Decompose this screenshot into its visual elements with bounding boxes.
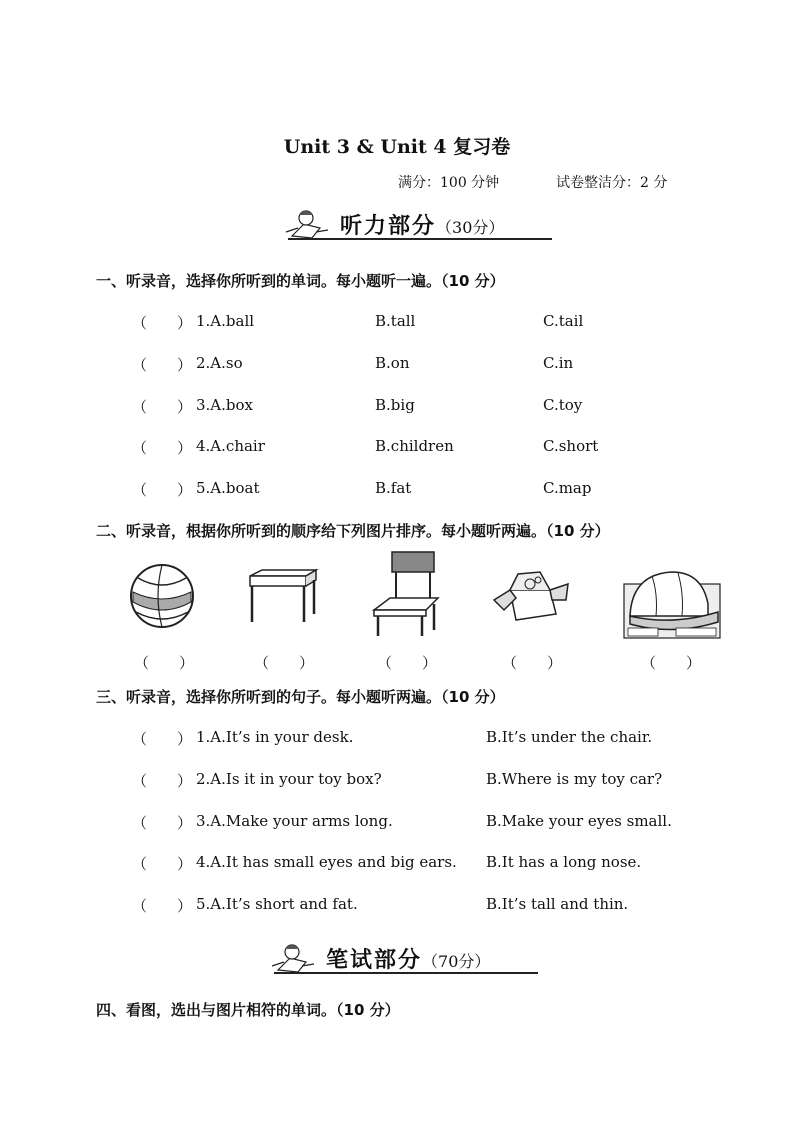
option-c: C.tail xyxy=(543,312,584,330)
answer-blank[interactable]: （ ） xyxy=(132,481,193,499)
answer-blank[interactable]: （ ） xyxy=(132,439,193,457)
option-c: C.toy xyxy=(543,396,583,414)
sentence-option-b: B.It has a long nose. xyxy=(486,853,642,871)
sentence-option-b: B.Make your eyes small. xyxy=(486,812,672,830)
sentence-option-a: 1.A.It’s in your desk. xyxy=(196,728,354,746)
neatness-score-label: 试卷整洁分：2 分 xyxy=(556,175,668,191)
answer-blank[interactable]: （ ） xyxy=(132,356,193,374)
ball-icon xyxy=(128,562,196,630)
writing-score: （70分） xyxy=(422,952,491,971)
option-a: 1.A.ball xyxy=(196,312,255,330)
option-a: 4.A.chair xyxy=(196,437,265,455)
desk-icon xyxy=(246,568,320,626)
sentence-option-a: 4.A.It has small eyes and big ears. xyxy=(196,853,457,871)
answer-blank[interactable]: （ ） xyxy=(132,398,193,416)
cap-icon xyxy=(622,564,722,640)
toy-box-icon xyxy=(490,570,572,626)
listening-score: （30分） xyxy=(436,218,505,237)
picture-answer-blank[interactable]: （ ） xyxy=(502,654,563,672)
answer-blank[interactable]: （ ） xyxy=(132,897,193,915)
picture-answer-blank[interactable]: （ ） xyxy=(377,654,438,672)
sentence-option-b: B.Where is my toy car? xyxy=(486,770,663,788)
chair-icon xyxy=(370,550,442,638)
option-a: 5.A.boat xyxy=(196,479,260,497)
listening-label: 听力部分 xyxy=(340,214,437,239)
child-mascot-icon xyxy=(282,206,332,242)
option-b: B.tall xyxy=(375,312,416,330)
section-1-heading: 一、听录音，选择你所听到的单词。每小题听一遍。（10 分） xyxy=(96,272,505,290)
answer-blank[interactable]: （ ） xyxy=(132,772,193,790)
option-a: 3.A.box xyxy=(196,396,254,414)
sentence-option-b: B.It’s under the chair. xyxy=(486,728,653,746)
child-mascot-icon xyxy=(268,940,318,976)
answer-blank[interactable]: （ ） xyxy=(132,855,193,873)
listening-banner xyxy=(282,206,552,242)
option-b: B.on xyxy=(375,354,410,372)
writing-banner xyxy=(268,940,538,976)
option-c: C.map xyxy=(543,479,592,497)
option-c: C.short xyxy=(543,437,599,455)
page-title: Unit 3 & Unit 4 复习卷 xyxy=(283,136,511,158)
answer-blank[interactable]: （ ） xyxy=(132,814,193,832)
section-3-heading: 三、听录音，选择你所听到的句子。每小题听两遍。（10 分） xyxy=(96,688,505,706)
section-2-heading: 二、听录音，根据你所听到的顺序给下列图片排序。每小题听两遍。（10 分） xyxy=(96,522,610,540)
full-score-label: 满分：100 分钟 xyxy=(398,175,500,191)
answer-blank[interactable]: （ ） xyxy=(132,314,193,332)
option-a: 2.A.so xyxy=(196,354,243,372)
answer-blank[interactable]: （ ） xyxy=(132,730,193,748)
sentence-option-a: 2.A.Is it in your toy box? xyxy=(196,770,382,788)
option-c: C.in xyxy=(543,354,574,372)
option-b: B.children xyxy=(375,437,454,455)
writing-label: 笔试部分 xyxy=(326,948,423,973)
picture-answer-blank[interactable]: （ ） xyxy=(641,654,702,672)
sentence-option-a: 5.A.It’s short and fat. xyxy=(196,895,358,913)
section-4-heading: 四、看图，选出与图片相符的单词。（10 分） xyxy=(96,1001,400,1019)
sentence-option-a: 3.A.Make your arms long. xyxy=(196,812,393,830)
option-b: B.fat xyxy=(375,479,412,497)
picture-answer-blank[interactable]: （ ） xyxy=(254,654,315,672)
option-b: B.big xyxy=(375,396,415,414)
picture-answer-blank[interactable]: （ ） xyxy=(134,654,195,672)
sentence-option-b: B.It’s tall and thin. xyxy=(486,895,629,913)
